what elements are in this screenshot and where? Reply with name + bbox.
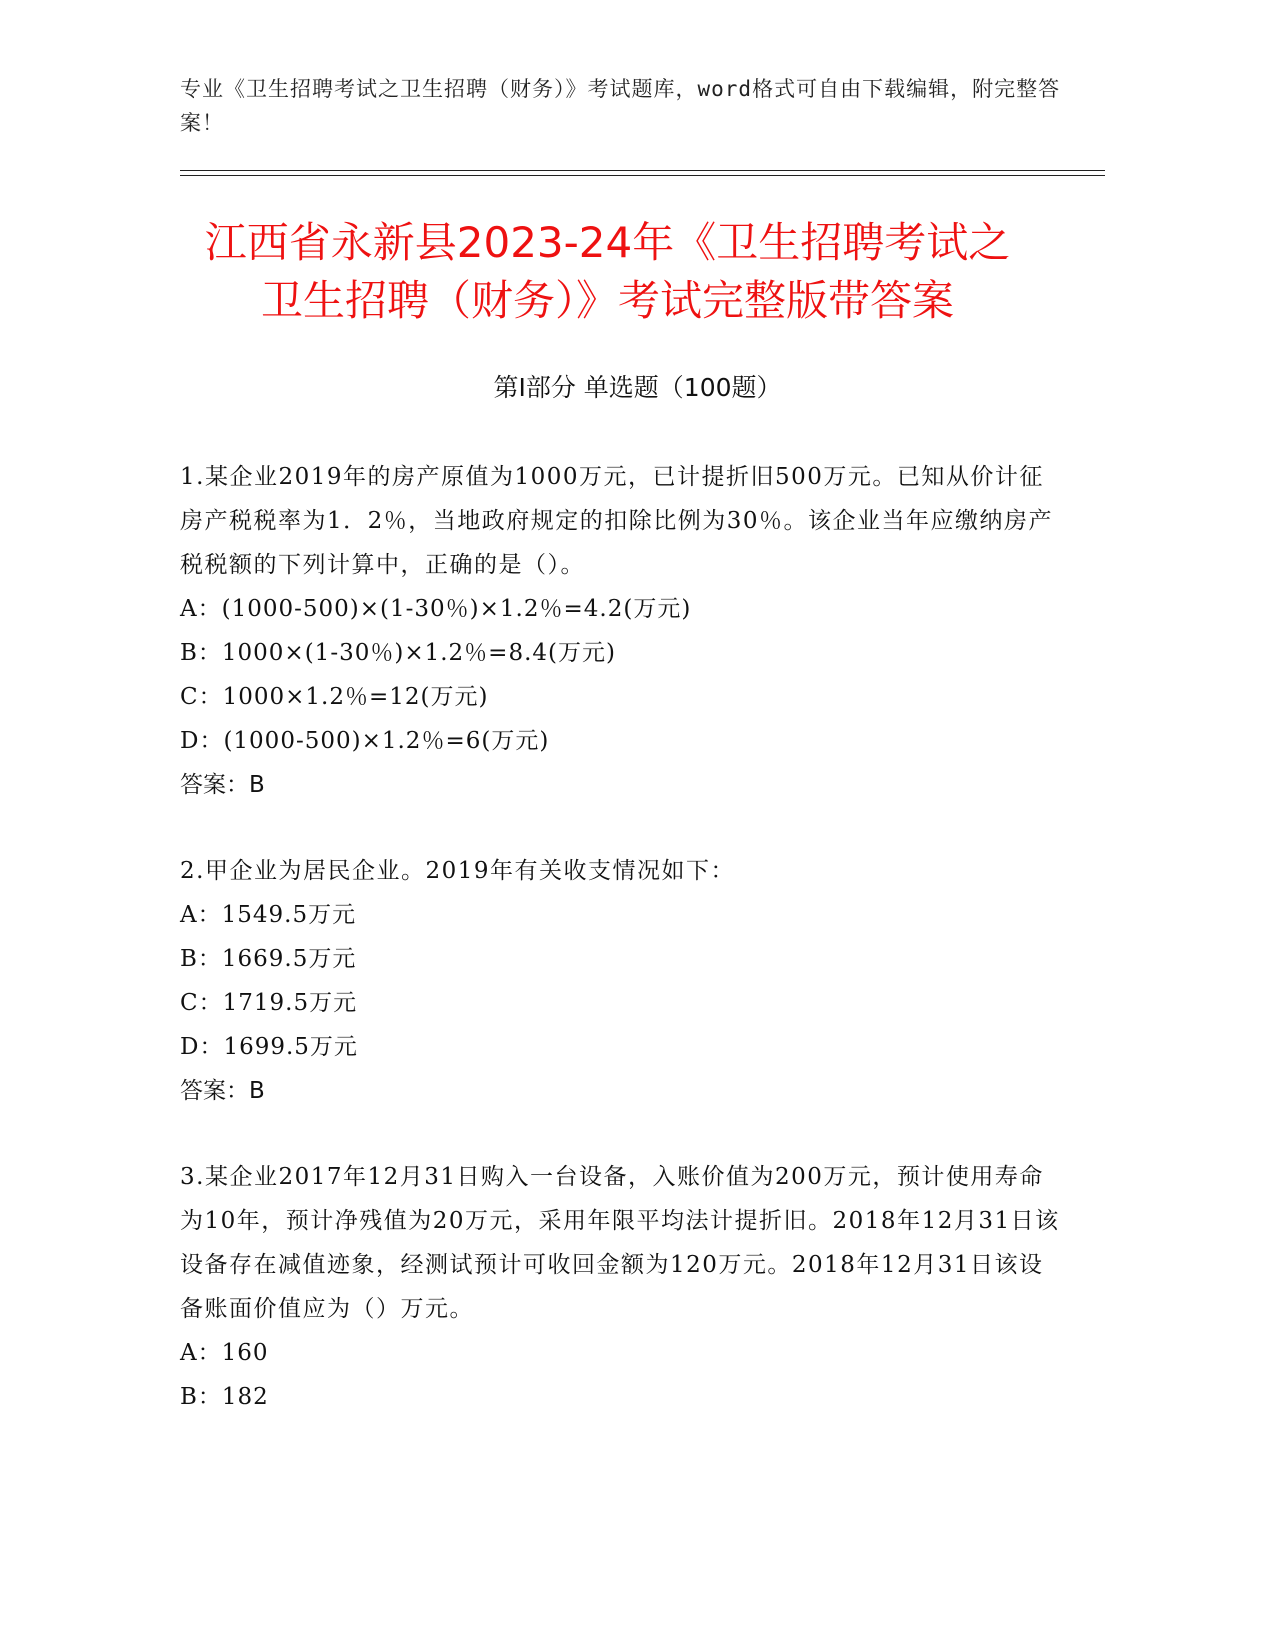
option-c: C：1719.5万元 bbox=[180, 990, 358, 1016]
option-a: A：160 bbox=[180, 1340, 269, 1366]
header-divider-bottom bbox=[180, 175, 1105, 176]
question-stem: 1.某企业2019年的房产原值为1000万元，已计提折旧500万元。已知从价计征房产税税率为1．2％，当地政府规定的扣除比例为30％。该企业当年应缴纳房产税税额的下列计算中，正确的是（）。 bbox=[180, 464, 1054, 578]
option-a: A：1549.5万元 bbox=[180, 902, 357, 928]
section-title: 第Ⅰ部分 单选题（100题） bbox=[493, 373, 782, 402]
option-a: A：(1000-500)×(1-30％)×1.2％=4.2(万元) bbox=[180, 596, 692, 622]
option-d: D：(1000-500)×1.2％=6(万元) bbox=[180, 728, 550, 754]
answer-label: 答案：B bbox=[180, 1078, 265, 1104]
question-list bbox=[180, 455, 1060, 1461]
question-1 bbox=[180, 455, 1060, 807]
question-stem: 3.某企业2017年12月31日购入一台设备，入账价值为200万元，预计使用寿命为10年，预计净残值为20万元，采用年限平均法计提折旧。2018年12月31日该设备存在减值迹象，经测试预计可收回金额为120万元。2018年12月31日该设备账面价值应为（）万元。 bbox=[180, 1164, 1060, 1322]
question-stem: 2.甲企业为居民企业。2019年有关收支情况如下： bbox=[180, 858, 735, 884]
answer-label: 答案：B bbox=[180, 772, 265, 798]
option-b: B：1000×(1-30％)×1.2％=8.4(万元) bbox=[180, 640, 616, 666]
option-d: D：1699.5万元 bbox=[180, 1034, 358, 1060]
document-title-line-2: 卫生招聘（财务）》考试完整版带答案 bbox=[260, 276, 954, 325]
header-divider-top bbox=[180, 170, 1105, 171]
document-title-line-1: 江西省永新县2023-24年《卫生招聘考试之 bbox=[204, 218, 1011, 267]
option-b: B：182 bbox=[180, 1384, 269, 1410]
header-note: 专业《卫生招聘考试之卫生招聘（财务）》考试题库，word格式可自由下载编辑，附完整答案！ bbox=[180, 77, 1061, 135]
question-3 bbox=[180, 1155, 1060, 1419]
option-c: C：1000×1.2％=12(万元) bbox=[180, 684, 489, 710]
question-2 bbox=[180, 849, 1060, 1113]
option-b: B：1669.5万元 bbox=[180, 946, 357, 972]
document-title bbox=[150, 214, 1065, 330]
